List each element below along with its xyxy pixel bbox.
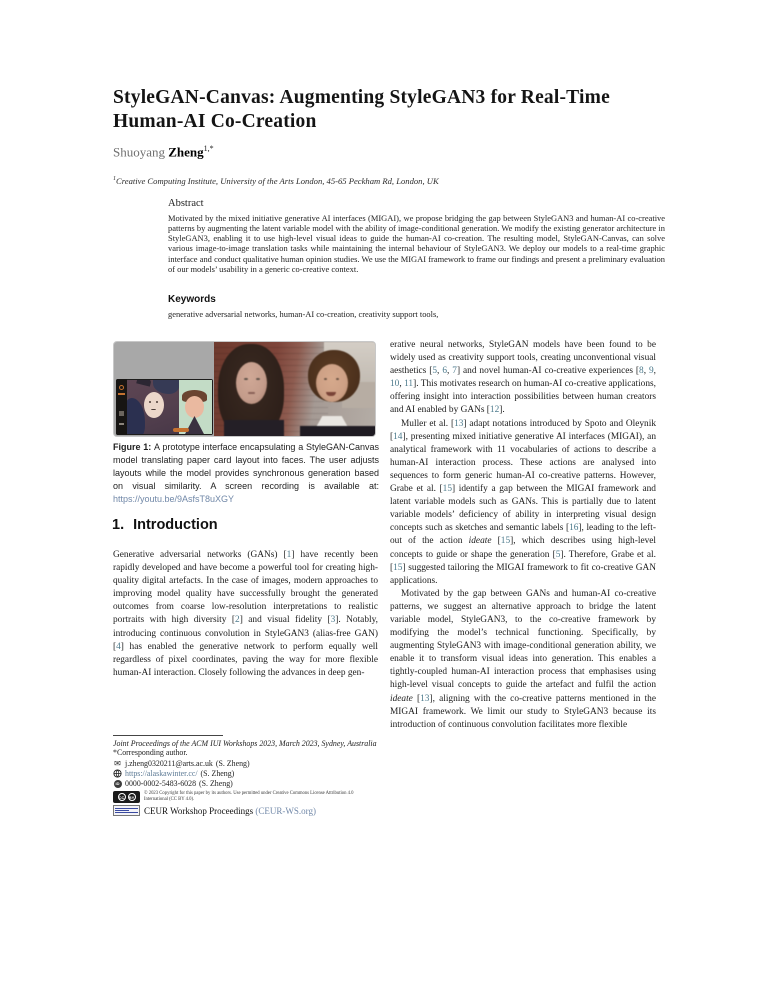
license-row: [113, 791, 385, 803]
email-icon: ✉: [114, 758, 121, 768]
face-mouth: [151, 408, 156, 410]
email-link[interactable]: j.zheng0320211@arts.ac.uk: [125, 758, 213, 768]
figure1-caption: Figure 1: A prototype interface encapsulating a StyleGAN-Canvas model translating paper card layout into faces. The user adjusts layouts while the model provides synchronous generation based on visual similarity. A screen recording is available at: https://youtu.be/9AsfsT8uXGY: [113, 442, 379, 504]
corresponding-author-note: *Corresponding author.: [113, 748, 188, 758]
orcid-icon: iD: [115, 781, 120, 787]
left-column: [113, 549, 378, 680]
affiliation-text: Creative Computing Institute, University of the Arts London, 45-65 Peckham Rd, London, UK: [116, 176, 439, 186]
ceur-ws-link[interactable]: (CEUR-WS.org): [255, 805, 316, 816]
tool-button-icon: [118, 393, 125, 395]
proceedings-note: Joint Proceedings of the ACM IUI Workshops 2023, March 2023, Sydney, Australia: [113, 739, 377, 748]
paper-title: StyleGAN-Canvas: Augmenting StyleGAN3 for Real-Time Human-AI Co-Creation: [113, 87, 610, 132]
license-text: © 2023 Copyright for this paper by its authors. Use permitted under Creative Commons License Attribution 4.0 International (CC BY 4.0).: [144, 791, 354, 803]
right-column: [390, 339, 656, 732]
citation-ref[interactable]: 1: [286, 550, 292, 560]
author-line: [113, 144, 214, 160]
email-owner: (S. Zheng): [215, 758, 250, 768]
keywords-section: [168, 294, 665, 319]
citation-ref[interactable]: 6: [442, 366, 447, 377]
paper-card-face-left: [144, 392, 164, 418]
citation-ref[interactable]: 11: [404, 379, 414, 390]
face-eye: [156, 401, 158, 403]
citation-ref[interactable]: 5: [432, 366, 438, 377]
author-superscript: 1,*: [203, 144, 214, 153]
photo-content: [214, 342, 376, 437]
section-label: Introduction: [133, 517, 218, 533]
citation-ref[interactable]: 2: [235, 615, 240, 626]
record-icon: [119, 385, 124, 390]
generated-body-right: [300, 426, 376, 437]
citation-ref[interactable]: 13: [420, 693, 430, 704]
affiliation-line: [113, 176, 439, 186]
citation-ref[interactable]: 10: [390, 379, 400, 390]
ceur-proceedings-label: CEUR Workshop Proceedings (CEUR-WS.org): [144, 805, 316, 816]
paper-hair-shape: [136, 380, 152, 387]
citation-ref[interactable]: 15: [442, 484, 453, 495]
website-link[interactable]: https://alaskawinter.cc/: [125, 768, 198, 778]
abstract-text: Motivated by the mixed initiative generative AI interfaces (MIGAI), we propose bridging the gap between StyleGAN3 and human-AI co-creative patterns by augmenting the latent variable model with the ability of image-conditional generation. We modify the existing generator architecture in StyleGAN3, enabling it to use high-level visual ideas to guide the human-AI co-creation. The resulting model, StyleGAN-Canvas, can solve various image-to-image translation tasks while maintaining the internal behaviour of StyleGAN3. We deploy our models to a real-time graphic interface and conduct qualitative human opinion studies. We use the MIGAI framework to frame our findings and present a preliminary evaluation of our models’ usability in a generic co-creative context.: [168, 213, 665, 274]
citation-ref[interactable]: 16: [569, 523, 579, 534]
citation-ref[interactable]: 5: [555, 549, 561, 560]
ui-canvas: [127, 380, 212, 434]
citation-ref[interactable]: 15: [500, 536, 511, 547]
paragraph: Muller et al. [13] adapt notations introduced by Spoto and Oleynik [14], presenting mixed initiative generative AI interfaces (MIGAI), an analytical framework with 11 vocabularies of actions to describe a human-AI interaction process. These actions are analysed into sequences to form generic human-AI co-creative patterns. However, Grabe et al. [15] identify a gap between the MIGAI framework and latent variable models such as GANs. This is partially due to latent variable models’ deficiency of ability in interpreting visual design concepts such as sketches and semantic labels [16], leading to the left-out of the action ideate [15], which describes using high-level concepts to guide or shape the generation [5]. Therefore, Grabe et al. [15] suggested tailoring the MIGAI framework to fit co-creative GAN applications.: [390, 418, 657, 586]
paragraph: Generative adversarial networks (GANs) [1] have recently been rapidly developed and have become a powerful tool for creating high-quality digital artefacts. In the case of images, modern approaches to improving model quality have successfully brought the generated outcomes from coarse low-resolution interpretations to realistic portraits with high diversity [2] and visual fidelity [3]. Notably, introducing continuous convolution in StyleGAN3 (alias-free GAN) [4] has enabled the generative network to perform equally well regardless of pixel coordinates, paving the way for more flexible human-AI interaction. Closely following the advances in deep gen-: [113, 550, 378, 678]
figure1-image: [113, 341, 376, 437]
paragraph: erative neural networks, StyleGAN models have been found to be widely used as creativity support tools, creating unconventional visual aesthetics [5, 6, 7] and novel human-AI co-creative experiences [8, 9, 10, 11]. This motivates research on human-AI co-creative applications, offering insight into interaction possibilities between human creators and AI enabled by GANs [12].: [390, 340, 657, 416]
citation-ref[interactable]: 12: [489, 405, 500, 416]
orcid-owner: (S. Zheng): [199, 779, 233, 789]
section-number: 1.: [112, 517, 125, 533]
face-mouth: [248, 392, 255, 394]
keywords-heading: Keywords: [168, 294, 216, 305]
orcid-row: [113, 779, 385, 788]
generated-face-left: [236, 362, 267, 404]
citation-ref[interactable]: 3: [330, 615, 336, 626]
ui-sidebar: [116, 379, 127, 435]
paper-card-background-left: [127, 380, 179, 434]
citation-ref[interactable]: 13: [454, 418, 464, 429]
face-eye: [324, 378, 327, 380]
settings-icon: [119, 423, 124, 425]
face-eye: [256, 378, 260, 380]
email-row: [113, 759, 385, 768]
ceur-ws-logo-icon: [113, 805, 140, 816]
generated-body-left: [224, 420, 284, 437]
face-eye: [244, 378, 248, 380]
generated-photo-panel: [214, 342, 376, 437]
keywords-text: generative adversarial networks, human-AI co-creation, creativity support tools,: [168, 309, 439, 319]
face-eye: [149, 401, 151, 403]
section-heading-introduction: [112, 517, 218, 533]
citation-ref[interactable]: 14: [393, 431, 403, 442]
generate-button-pill: [173, 428, 189, 432]
cc-by-license-icon: CC BY: [113, 791, 140, 803]
paper-shape-dark: [127, 398, 145, 434]
author-family-name: Zheng: [168, 144, 204, 160]
website-row: [113, 769, 385, 778]
footnote-block: [113, 735, 385, 816]
citation-ref[interactable]: 7: [452, 366, 457, 377]
paper-card-face-right: [185, 396, 204, 418]
author-given-name: Shuoyang: [113, 144, 165, 160]
citation-ref[interactable]: 4: [116, 641, 121, 652]
abstract-section: [168, 198, 665, 274]
prototype-ui-panel: [116, 379, 213, 435]
layers-icon: [119, 411, 124, 416]
globe-icon: [113, 769, 122, 778]
citation-ref[interactable]: 9: [649, 366, 654, 377]
ceur-row: [113, 805, 385, 816]
hyperlink[interactable]: https://youtu.be/9AsfsT8uXGY: [113, 493, 235, 504]
orcid-link[interactable]: 0000-0002-5483-6028: [125, 779, 197, 789]
citation-ref[interactable]: 8: [639, 366, 644, 377]
affiliation-superscript: 1: [113, 176, 116, 183]
website-owner: (S. Zheng): [200, 768, 235, 778]
citation-ref[interactable]: 15: [393, 562, 403, 573]
generated-face-right: [316, 364, 348, 402]
face-eye: [336, 378, 339, 380]
paragraph: Motivated by the gap between GANs and human-AI co-creative patterns, we suggest an alternative approach to bridge the latent variable model, StyleGAN3, to the co-creative framework by modifying the model’s technical functioning. Specifically, by augmenting StyleGAN3 with image-conditional generation ability, we enable it to transform visual ideas into generation. This enables a tightly-coupled human-AI interaction process that emphasises using high-level visual concepts to guide the artefact and fulfil the action ideate [13], aligning with the co-creative patterns mentioned in the MIGAI framework. We limit our study to StyleGAN3 because its introduction of continuous convolution facilitates more flexible: [390, 588, 657, 730]
abstract-heading: Abstract: [168, 198, 204, 209]
footnote-rule: [113, 735, 223, 736]
